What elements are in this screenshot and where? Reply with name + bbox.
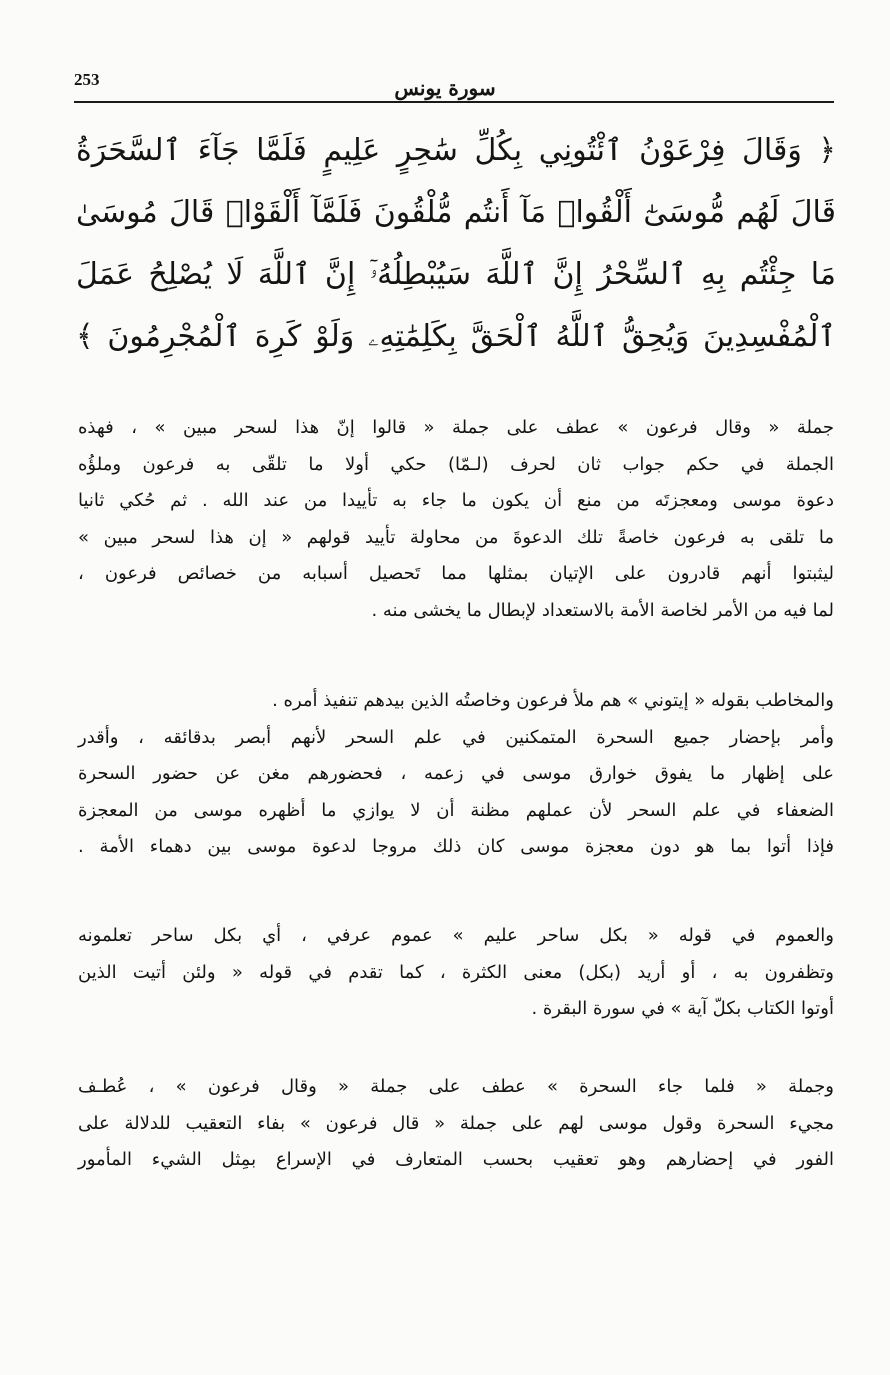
commentary-line: الضعفاء في علم السحر لأن عملهم مظنة أن لا يوازي ما أظهره موسى من المعجزة <box>78 799 834 821</box>
page-number: 253 <box>74 70 100 89</box>
commentary-line: فإذا أتوا بما هو دون معجزة موسى كان ذلك مروجا لدعوة موسى بين دهماء الأمة . <box>78 836 834 858</box>
commentary-line: ليثبتوا أنهم قادرون على الإتيان بمثلها مما تَحصيل أسبابه من خصائص فرعون ، <box>78 563 834 585</box>
commentary-line: والعموم في قوله « بكل ساحر عليم » عموم عرفي ، أي بكل ساحر تعلمونه <box>78 925 834 946</box>
verse-line: قَالَ لَهُم مُّوسَىٰٓ أَلْقُوا۟ مَآ أَنتُم مُّلْقُونَ فَلَمَّآ أَلْقَوْا۟ قَالَ مُوسَىٰ <box>76 195 836 230</box>
commentary-line: مجيء السحرة وقول موسى لهم على جملة « قال فرعون » بفاء التعقيب للدلالة على <box>78 1112 834 1134</box>
commentary-line: والمخاطب بقوله « إيتوني » هم ملأ فرعون وخاصتُه الذين بيدهم تنفيذ أمره . <box>272 690 834 711</box>
commentary-line: ما تلقى به فرعون خاصةً تلك الدعوةَ من محاولة تأييد قولهم « إن هذا لسحر مبين » <box>78 526 834 548</box>
commentary-paragraph-1 <box>78 410 834 630</box>
commentary-line: على إظهار ما يفوق خوارق موسى في زعمه ، فحضورهم مغن عن حضور السحرة <box>78 763 834 785</box>
commentary-line: جملة « وقال فرعون » عطف على جملة « قالوا إنّ هذا لسحر مبين » ، فهذه <box>78 417 834 438</box>
commentary-line: دعوة موسى ومعجزتَه من منع أن يكون ما جاء به تأييدا من عند الله . ثم حُكي ثانيا <box>78 490 834 512</box>
commentary-line: وجملة « فلما جاء السحرة » عطف على جملة « وقال فرعون » ، عُطـف <box>78 1076 834 1097</box>
commentary-line: وتظفرون به ، أو أريد (بكل) معنى الكثرة ، كما تقدم في قوله « ولئن أتيت الذين <box>78 961 834 983</box>
header-rule <box>74 101 834 103</box>
commentary-paragraph-2 <box>78 683 834 866</box>
commentary-paragraph-3 <box>78 918 834 1028</box>
verse-line: ﴿ وَقَالَ فِرْعَوْنُ ٱئْتُونِي بِكُلِّ سَٰحِرٍ عَلِيمٍ فَلَمَّا جَآءَ ٱلسَّحَرَةُ <box>76 133 836 168</box>
quran-verse-block <box>76 120 836 368</box>
commentary-line: الفور في إحضارهم وهو تعقيب بحسب المتعارف في الإسراع بمِثل الشيء المأمور <box>78 1149 834 1171</box>
commentary-line: أوتوا الكتاب بكلّ آية » في سورة البقرة . <box>531 998 834 1020</box>
verse-line: ٱلْمُفْسِدِينَ وَيُحِقُّ ٱللَّهُ ٱلْحَقَّ بِكَلِمَٰتِهِۦ وَلَوْ كَرِهَ ٱلْمُجْرِمُونَ ﴾ <box>76 319 836 354</box>
commentary-line: وأمر بإحضار جميع السحرة المتمكنين في علم السحر لأنهم أبصر بدقائقه ، وأقدر <box>78 726 834 748</box>
commentary-line: لما فيه من الأمر لخاصة الأمة بالاستعداد لإبطال ما يخشى منه . <box>371 599 834 621</box>
verse-line: مَا جِئْتُم بِهِ ٱلسِّحْرُ إِنَّ ٱللَّهَ سَيُبْطِلُهُۥٓ إِنَّ ٱللَّهَ لَا يُصْلِحُ عَمَلَ <box>76 257 836 292</box>
surah-title: سورة يونس <box>394 76 496 100</box>
commentary-paragraph-4 <box>78 1069 834 1179</box>
commentary-line: الجملة في حكم جواب ثان لحرف (لـمّا) حكي أولا ما تلقّى به فرعون وملؤُه <box>78 453 834 475</box>
